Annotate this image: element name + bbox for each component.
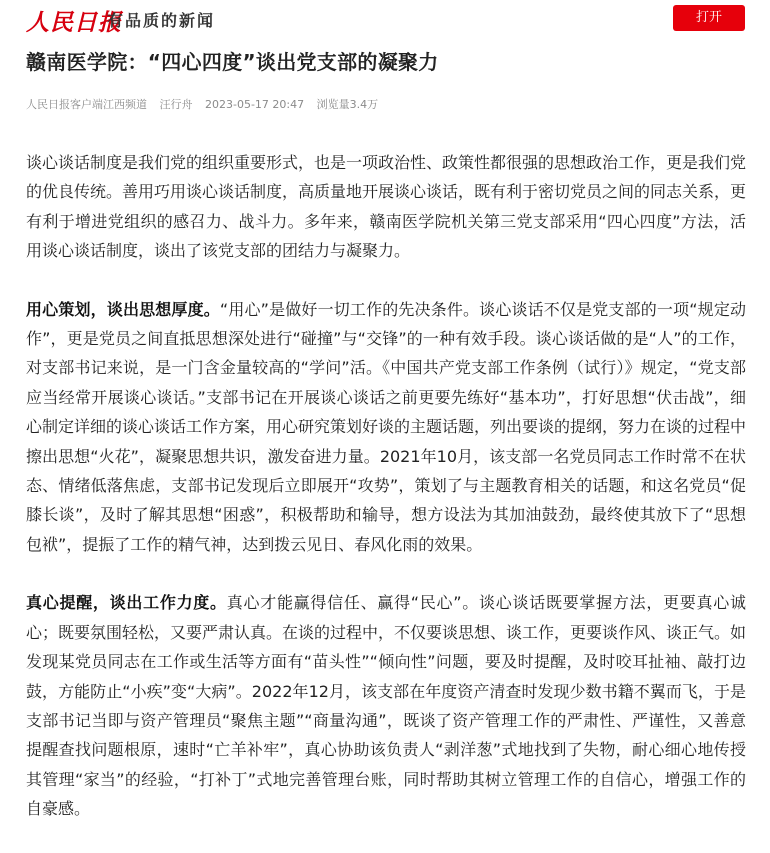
author-name: 汪行舟 [159,98,193,111]
section-lead: 真心提醒，谈出工作力度。 [26,593,227,613]
top-bar [0,0,770,36]
open-app-button[interactable]: 打开 [673,5,745,31]
section-lead: 用心策划，谈出思想厚度。 [26,299,220,319]
paragraph-planning [26,295,746,560]
people-daily-logo[interactable]: 人民日报 [26,9,122,36]
paragraph-intro [26,148,746,266]
paragraph-text: “用心”是做好一切工作的先决条件。谈心谈话不仅是党支部的一项“规定动作”，更是党员之间直抵思想深处进行“碰撞”与“交锋”的一种有效手段。谈心谈话做的是“人”的工作，对支部书记来说，是一门含金量较高的“学问”活。《中国共产党支部工作条例（试行）》规定，“党支部应当经常开展谈心谈话。”支部书记在开展谈心谈话之前更要先练好“基本功”，打好思想“伏击战”，细心制定详细的谈心谈话工作方案，用心研究策划好谈的主题话题，列出要谈的提纲，努力在谈的过程中擦出思想“火花”，凝聚思想共识，激发奋进力量。2021年10月，该支部一名党员同志工作时常不在状态、情绪低落焦虑，支部书记发现后立即展开“攻势”，策划了与主题教育相关的话题，和这名党员“促膝长谈”，及时了解其思想“困惑”，积极帮助和输导，想方设法为其加油鼓劲，最终使其放下了“思想包袱”，提振了工作的精气神，达到拨云见日、春风化雨的效果。 [26,299,747,554]
source-label: 人民日报客户端江西频道 [26,98,147,111]
slogan: 有品质的新闻 [107,11,216,30]
article-body [26,148,746,853]
article-title: 赣南医学院：“四心四度”谈出党支部的凝聚力 [26,50,439,74]
paragraph-reminding [26,588,746,823]
paragraph-text: 真心才能赢得信任、赢得“民心”。谈心谈话既要掌握方法，更要真心诚心；既要氛围轻松，又要严肃认真。在谈的过程中，不仅要谈思想、谈工作，更要谈作风、谈正气。如发现某党员同志在工作或生活等方面有“苗头性”“倾向性”问题，要及时提醒，及时咬耳扯袖、敲打边鼓，方能防止“小疾”变“大病”。2022年12月，该支部在年度资产清查时发现少数书籍不翼而飞，于是支部书记当即与资产管理员“聚焦主题”“商量沟通”，既谈了资产管理工作的严肃性、严谨性，又善意提醒查找问题根原，速时“亡羊补牢”，真心协助该负责人“剥洋葱”式地找到了失物，耐心细心地传授其管理“家当”的经验，“打补丁”式地完善管理台账，同时帮助其树立管理工作的自信心，增强工作的自豪感。 [26,593,747,819]
paragraph-text: 谈心谈话制度是我们党的组织重要形式，也是一项政治性、政策性都很强的思想政治工作，更是我们党的优良传统。善用巧用谈心谈话制度，高质量地开展谈心谈话，既有利于密切党员之间的同志关系，更有利于增进党组织的感召力、战斗力。多年来，赣南医学院机关第三党支部采用“四心四度”方法，活用谈心谈话制度，谈出了该党支部的团结力与凝聚力。 [26,153,747,261]
publish-datetime: 2023-05-17 20:47 [205,98,305,111]
view-count: 浏览量3.4万 [316,98,379,111]
article-meta [26,96,387,112]
